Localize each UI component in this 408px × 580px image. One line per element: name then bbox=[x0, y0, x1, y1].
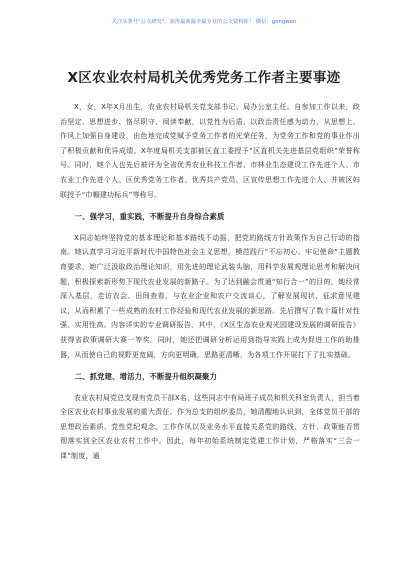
paragraph: X同志始终坚持党的基本理论和基本路线不动摇，把党的路线方针政策作为自己行动的指南。她认真学习习近平新时代中国特色社会主义思想，模范践行“不忘初心、牢记使命”主题教育要求，她广泛汲取政治理论知识，用先进的理论武装头脑，用科学发展观理论思考和解决问题，积极探索新形势下现代农业发展的新路子。为了达到融会贯通“知行合一”的目的，她经常深入基层，走访农会、田间查看，与农业企业和农户交流谈心，了解发展现状，征求意见建议，从而积累了一些成熟的农村工作经验和现代农业发展的新思路。先后撰写了数十篇针对性强、实用性高、内容详实的专业调研报告，其中，《X区生态农业观光园建设发展的调研报告》获得省政策调研大赛一等奖。同时，她还把调研分析运用到指导实践上成为促进工作的助推器，从而使自己的视野更宽阔，方向更明确，思路更清晰，为各项工作开展打下了扎实基础。 bbox=[60, 233, 360, 359]
page-title: X区农业农村局机关优秀党务工作者主要事迹 bbox=[67, 70, 341, 86]
top-banner: 关注头条号"公文研究"，获得最新最全最专业的公文资料库！ 微信：gongwen bbox=[111, 19, 297, 25]
section-heading: 一、强学习，重实践，不断提升自身综合素质 bbox=[74, 212, 225, 222]
paragraph: 农业农村局党总支现有党员干部X名，这些同志中有局班子成员和机关科室负责人，担当着全区农业农村事业发展的重大责任。作为总支的组织委员，她清醒地认识到，全体党员干部的思想政治素质、党性党纪观念、工作作风以及业务水平直接关系党的路线、方针、政策能否贯彻落实到全区农业农村工作中。因此，每年初始系统制定党建工作计划，严格落实“三会一课”制度，通 bbox=[60, 393, 360, 461]
document-body bbox=[60, 100, 360, 464]
paragraph: X，女，X年X月出生，农业农村局机关党支部书记、局办公室主任。自参加工作以来，政治坚定、思想进步、恪尽职守、阅读奉献，以党性为后盾，以政治责任感为动力，从思想上、作风上加强自身建设，由色地完成党赋予党务工作者的光荣任务，为党务工作和党的事业作出了积极贡献和优异成绩。X年度局机关支部被区直工委授予“区直机关先进基层党组织”荣誉称号。同时，她个人也先后被评为全省优秀农业科技工作者、市林业生态建设工作先进个人、市农业工作先进个人、区优秀党务工作者、优秀共产党员、区宣传思想工作先进个人、并被区妇联授予“巾帼建功标兵”等称号。 bbox=[60, 103, 360, 199]
section-heading: 二、抓党建、增活力，不断提升组织凝聚力 bbox=[74, 372, 218, 382]
